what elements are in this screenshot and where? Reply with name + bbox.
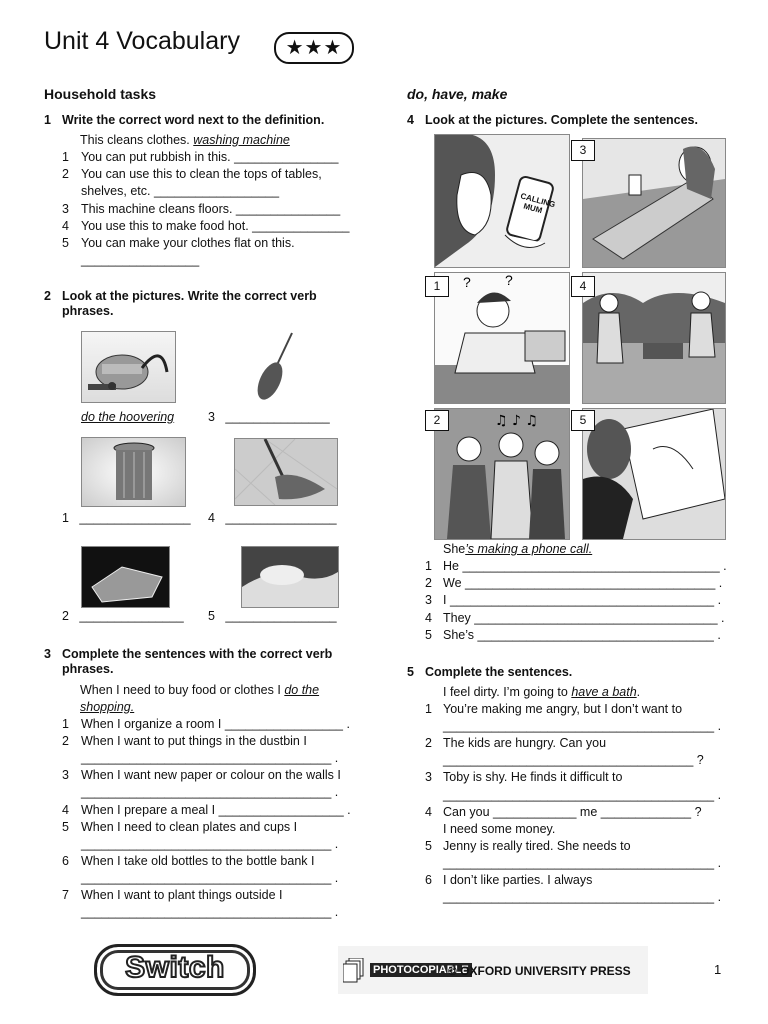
mop-picture — [234, 438, 338, 506]
ex1-item-text: _________________ — [81, 253, 200, 268]
woman-drawing-icon — [583, 409, 725, 539]
feather-duster-icon — [240, 331, 310, 401]
ex5-item-text: The kids are hungry. Can you — [443, 736, 607, 751]
ex3-example-answer-2: shopping. — [80, 700, 135, 714]
ex4-item-number: 3 — [425, 593, 432, 608]
page-number: 1 — [714, 962, 722, 977]
ex3-example — [80, 683, 319, 698]
ex3-item-number: 4 — [62, 802, 69, 817]
ex4-instruction: Look at the pictures. Complete the sentences. — [425, 113, 698, 127]
ex5-item-text: I need some money. — [443, 821, 556, 836]
ex5-number: 5 — [407, 665, 414, 679]
svg-text:?: ? — [505, 273, 513, 288]
ex1-item-text: You can use this to clean the tops of tables, — [81, 167, 322, 182]
ex5-item-number: 6 — [425, 873, 432, 887]
ex5-item-number: 2 — [425, 736, 432, 751]
ex1-instruction: Write the correct word next to the definition. — [62, 113, 325, 127]
bed-icon — [242, 547, 338, 607]
vacuum-cleaner-picture — [81, 331, 176, 403]
ex5-item-text: Jenny is really tired. She needs to — [443, 838, 631, 853]
ex1-item-number: 5 — [62, 236, 69, 250]
ex3-item-number: 2 — [62, 734, 69, 749]
ex3-item-text: When I need to clean plates and cups I — [81, 819, 298, 834]
vacuum-cleaner-icon — [82, 332, 175, 402]
people-dancing-icon — [435, 409, 569, 539]
ex1-item-number: 4 — [62, 218, 69, 233]
phone-screen-text: CALLING MUM — [519, 191, 557, 216]
ex4-item-text: I ______________________________________ . — [443, 593, 722, 608]
ex4-number: 4 — [407, 113, 414, 127]
ex5-item-text: _______________________________________ . — [443, 890, 722, 905]
ex1-item-text: You use this to make food hot. ______________ — [81, 218, 350, 233]
ex3-item-text: When I prepare a meal I __________________ . — [81, 802, 351, 817]
phone-call-picture — [434, 134, 570, 268]
svg-text:♫ ♪ ♫: ♫ ♪ ♫ — [495, 413, 538, 429]
ex3-example-text: When I need to buy food or clothes I — [80, 683, 281, 697]
picture-number-2: 2 — [425, 410, 449, 431]
ex3-item-text: ____________________________________ . — [81, 785, 339, 800]
ex5-item-text: You’re making me angry, but I don’t want to — [443, 702, 683, 716]
svg-text:?: ? — [463, 274, 471, 290]
section-heading-do-have-make: do, have, make — [407, 86, 508, 102]
ex3-item-text: ____________________________________ . — [81, 870, 339, 885]
ex5-item-number: 3 — [425, 770, 432, 785]
ex3-instruction-line2: phrases. — [62, 662, 114, 676]
ex2-label-1: 1 ________________ — [62, 511, 191, 525]
ex1-item-text: You can make your clothes flat on this. — [81, 236, 295, 250]
switch-logo — [94, 944, 256, 996]
ex1-item-text: You can put rubbish in this. _______________ — [81, 150, 339, 164]
section-heading-household: Household tasks — [44, 86, 157, 102]
ex4-item-text: They ___________________________________ . — [443, 610, 725, 625]
ex5-item-text: _______________________________________ . — [443, 787, 722, 802]
ex5-example-answer: have a bath — [571, 685, 637, 699]
ex1-example-text: This cleans clothes. — [80, 133, 190, 147]
ex3-item-text: When I take old bottles to the bottle bank I — [81, 853, 315, 868]
ex1-item-number: 1 — [62, 150, 69, 164]
ex3-item-text: When I want new paper or colour on the walls I — [81, 768, 341, 783]
ex3-item-number: 3 — [62, 768, 69, 783]
ex4-item-number: 4 — [425, 610, 432, 625]
ex2-label-3: 3 _______________ — [208, 410, 330, 424]
ex5-item-text: I don’t like parties. I always — [443, 873, 593, 887]
picture-number-4: 4 — [571, 276, 595, 297]
ex1-item-text: shelves, etc. __________________ — [81, 184, 280, 199]
difficulty-stars-icon: ★★★ — [274, 32, 354, 64]
ex3-item-number: 1 — [62, 717, 69, 731]
ex1-number: 1 — [44, 113, 51, 127]
dustbin-icon — [82, 438, 185, 506]
ex4-item-number: 1 — [425, 559, 432, 573]
man-desk-icon — [435, 273, 569, 403]
ex4-item-number: 5 — [425, 627, 432, 642]
mop-icon — [235, 439, 337, 505]
ex5-item-number: 4 — [425, 804, 432, 819]
ex3-instruction-line1: Complete the sentences with the correct verb — [62, 647, 333, 661]
ex3-example-answer-1: do the — [284, 683, 320, 697]
ex5-item-text: Toby is shy. He finds it difficult to — [443, 770, 623, 785]
ex4-item-number: 2 — [425, 576, 432, 591]
ex3-item-text: When I want to plant things outside I — [81, 888, 283, 902]
woman-deckchair-icon — [583, 139, 725, 267]
ex2-label-4: 4 ________________ — [208, 511, 337, 525]
ex5-item-text: ____________________________________ ? — [443, 753, 704, 768]
publisher-label: © OXFORD UNIVERSITY PRESS — [448, 964, 631, 978]
ex5-item-text: _______________________________________ . — [443, 719, 722, 734]
ex3-item-text: ____________________________________ . — [81, 905, 339, 920]
ex4-example — [443, 542, 592, 557]
iron-picture — [81, 546, 170, 608]
picture-number-5: 5 — [571, 410, 595, 431]
ex4-item-text: He _____________________________________ . — [443, 559, 727, 573]
ex2-example-answer: do the hoovering — [81, 410, 175, 424]
ex1-item-number: 2 — [62, 167, 69, 182]
ex4-example-text: She — [443, 542, 466, 556]
ex3-item-text: ____________________________________ . — [81, 751, 339, 766]
ex5-example: I feel dirty. I’m going to have a bath. — [443, 685, 641, 699]
gardening-picture — [582, 272, 726, 404]
picture-number-1: 1 — [425, 276, 449, 297]
sunbathing-picture — [582, 138, 726, 268]
bed-picture — [241, 546, 339, 608]
ex3-item-text: When I organize a room I _________________ . — [81, 717, 350, 731]
feather-duster-picture — [240, 331, 310, 401]
photocopy-pages-icon — [343, 958, 365, 984]
ex5-item-text: _______________________________________ . — [443, 855, 722, 870]
ex2-label-2: 2 _______________ — [62, 609, 184, 623]
dustbin-picture — [81, 437, 186, 507]
men-gardening-icon — [583, 273, 725, 403]
ex1-item-text: This machine cleans floors. _______________ — [81, 201, 341, 216]
ex1-example-answer: washing machine — [193, 133, 290, 147]
ex5-item-number: 1 — [425, 702, 432, 716]
ex5-instruction: Complete the sentences. — [425, 665, 573, 679]
ex3-item-number: 6 — [62, 853, 69, 868]
photocopiable-label: PHOTOCOPIABLE — [370, 963, 472, 977]
ex5-item-number: 5 — [425, 838, 432, 853]
ex3-item-text: When I want to put things in the dustbin I — [81, 734, 307, 749]
ex5-example-text: I feel dirty. I’m going to — [443, 685, 568, 699]
iron-icon — [82, 547, 169, 607]
picture-number-3: 3 — [571, 140, 595, 161]
ex2-number: 2 — [44, 289, 51, 303]
switch-logo-text: Switch — [125, 951, 225, 984]
homework-picture — [434, 272, 570, 404]
ex3-item-number: 5 — [62, 819, 69, 834]
ex2-label-5: 5 ________________ — [208, 609, 337, 623]
ex3-item-number: 7 — [62, 888, 69, 902]
ex3-number: 3 — [44, 647, 51, 661]
ex1-example — [80, 133, 290, 148]
drawing-picture — [582, 408, 726, 540]
ex4-item-text: She’s __________________________________ . — [443, 627, 721, 642]
party-picture — [434, 408, 570, 540]
page-title: Unit 4 Vocabulary — [44, 27, 240, 55]
ex5-item-text: Can you ____________ me _____________ ? — [443, 804, 702, 819]
ex2-instruction-line1: Look at the pictures. Write the correct verb — [62, 289, 317, 303]
ex3-item-text: ____________________________________ . — [81, 836, 339, 851]
ex4-item-text: We ____________________________________ . — [443, 576, 723, 591]
ex1-item-number: 3 — [62, 201, 69, 216]
ex4-example-answer: ’s making a phone call. — [465, 542, 593, 556]
ex2-instruction-line2: phrases. — [62, 304, 114, 318]
